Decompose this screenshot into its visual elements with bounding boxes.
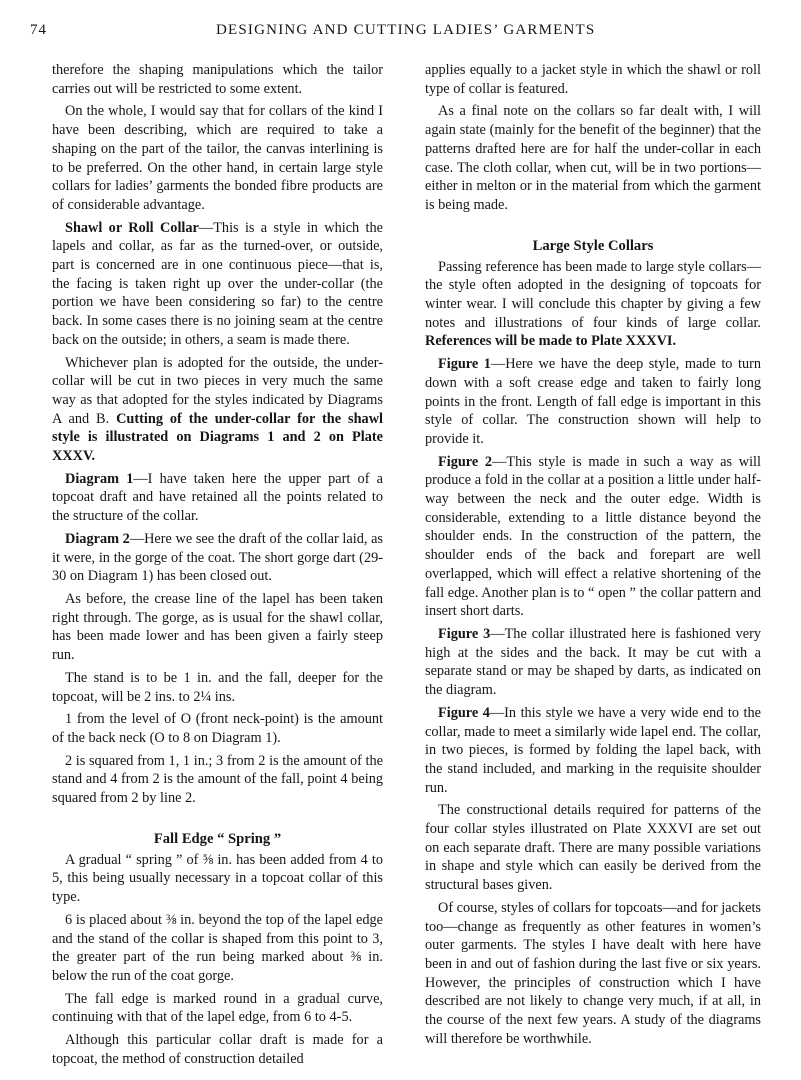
figure-lead: Figure 2 xyxy=(438,453,493,470)
paragraph: Diagram 1—I have taken here the upper part of a topcoat draft and have retained all the points related to the structure of the collar. xyxy=(52,470,383,525)
paragraph: therefore the shaping manipulations which the tailor carries out will be restricted to some extent. xyxy=(52,62,383,97)
paragraph: Shawl or Roll Collar—This is a style in which the lapels and collar, as far as the turned-over, or outside, part is concerned are in one continuous piece—that is, the facing is taken right up over the under-collar (the portion we have been considering so far) to the centre back. In some cases there is no joining seam at the centre back on the outside; in others, a seam is made there. xyxy=(52,219,383,348)
paragraph: Figure 4—In this style we have a very wide end to the collar, made to meet a similarly wide lapel end. The collar, in two pieces, is formed by folding the lapel back, with the stand included, and marking in the requisite shoulder run. xyxy=(425,704,761,796)
paragraph: Figure 3—The collar illustrated here is fashioned very high at the sides and the back. It may be cut with a separate stand or may be shaped by darts, as indicated on the diagram. xyxy=(425,625,761,699)
figure-lead: Figure 3 xyxy=(438,625,491,642)
paragraph: 1 from the level of O (front neck-point) is the amount of the back neck (O to 8 on Diagram 1). xyxy=(52,711,383,746)
section-heading: Fall Edge “ Spring ” xyxy=(153,830,282,847)
paragraph: applies equally to a jacket style in which the shawl or roll type of collar is featured. xyxy=(425,62,761,97)
diagram-lead: Diagram 1 xyxy=(65,470,134,487)
paragraph: Passing reference has been made to large style collars—the style often adopted in the designing of topcoats for winter wear. I will conclude this chapter by giving a few notes and illustrations of four kinds of large collar. References will be made to Plate XXXVI. xyxy=(425,258,761,350)
paragraph: As a final note on the collars so far dealt with, I will again state (mainly for the benefit of the beginner) that the patterns drafted here are for half the under-collar in each case. The cloth collar, when cut, will be in two portions—either in melton or in the material from which the garment is being made. xyxy=(425,103,761,213)
section-heading: Large Style Collars xyxy=(532,237,654,254)
paragraph: As before, the crease line of the lapel has been taken right through. The gorge, as is usual for the shawl collar, has been made lower and has been given a fairly steep run. xyxy=(52,590,383,664)
paragraph: Although this particular collar draft is made for a topcoat, the method of construction detailed xyxy=(52,1032,383,1067)
section-lead: Shawl or Roll Collar xyxy=(65,219,199,236)
bold-reference: References will be made to Plate XXXVI. xyxy=(425,333,677,350)
paragraph: The fall edge is marked round in a gradual curve, continuing with that of the lapel edge, from 6 to 4-5. xyxy=(52,990,383,1026)
paragraph: Of course, styles of collars for topcoats—and for jackets too—change as frequently as other features in women’s outer garments. The styles I have dealt with here have been in and out of fashion during the last five or six years. However, the principles of construction which I have described are not likely to change very much, if at all, in the course of the next few years. A study of the diagrams will therefore be worthwhile. xyxy=(425,899,761,1047)
paragraph: The stand is to be 1 in. and the fall, deeper for the topcoat, will be 2 ins. to 2¼ ins. xyxy=(52,669,383,705)
paragraph: Figure 1—Here we have the deep style, made to turn down with a soft crease edge and taken to fairly long points in the front. Length of fall edge is important in this style of collar. The construction shown will help to provide it. xyxy=(425,356,762,447)
running-title: DESIGNING AND CUTTING LADIES’ GARMENTS xyxy=(216,22,596,38)
diagram-lead: Diagram 2 xyxy=(65,530,130,547)
paragraph: A gradual “ spring ” of ⅝ in. has been added from 4 to 5, this being usually necessary in a topcoat collar of this type. xyxy=(52,851,383,906)
page-header xyxy=(30,22,790,44)
paragraph: 6 is placed about ⅜ in. beyond the top of the lapel edge and the stand of the collar is shaped from this point to 3, the greater part of the run being marked about ⅜ in. below the run of the coat gorge. xyxy=(52,911,383,984)
paragraph: Figure 2—This style is made in such a way as will produce a fold in the collar at a position a little under half-way between the neck and the outer edge. Width is considerable, extending to a little distance beyond the shoulder ends. In the construction of the pattern, the shoulder ends of the back and forepart are well overlapped, which will effect a relative shortening of the fall edge. Another plan is to “ open ” the collar pattern and insert short darts. xyxy=(425,453,761,620)
left-column xyxy=(52,61,383,1072)
paragraph: 2 is squared from 1, 1 in.; 3 from 2 is the amount of the stand and 4 from 2 is the amount of the fall, point 4 being squared from 2 by line 2. xyxy=(52,752,383,807)
paragraph: Whichever plan is adopted for the outside, the under-collar will be cut in two pieces in very much the same way as that adopted for the styles indicated by Diagrams A and B. Cutting of the under-collar for the shawl style is illustrated on Diagrams 1 and 2 on Plate XXXV. xyxy=(52,354,383,465)
page-number: 74 xyxy=(30,22,47,38)
figure-lead: Figure 4 xyxy=(438,704,490,721)
right-column xyxy=(425,61,761,1052)
bold-reference: Cutting of the under-collar for the shawl style is illustrated on Diagrams 1 and 2 on Plate XXXV. xyxy=(52,410,383,465)
paragraph: Diagram 2—Here we see the draft of the collar laid, as it were, in the gorge of the coat. The short gorge dart (29-30 on Diagram 1) has been closed out. xyxy=(52,530,383,585)
paragraph: The constructional details required for patterns of the four collar styles illustrated on Plate XXXVI are set out on each separate draft. There are many possible variations in shape and style which can easily be derived from the structural bases given. xyxy=(425,802,761,894)
paragraph: On the whole, I would say that for collars of the kind I have been describing, which are required to take a shaping on the part of the tailor, the canvas interlining is to be preferred. On the other hand, in certain large style collars for ladies’ garments the bonded fibre products are of considerable advantage. xyxy=(52,103,383,213)
figure-lead: Figure 1 xyxy=(438,356,491,373)
